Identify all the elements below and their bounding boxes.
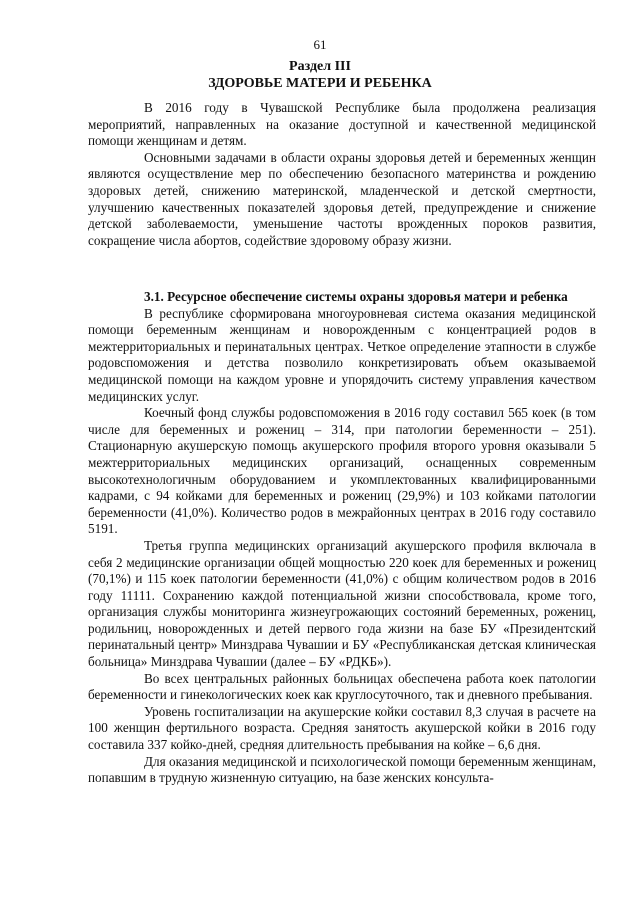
intro-paragraph: Основными задачами в области охраны здоровья детей и беременных женщин являются осуществление мер по обеспечению безопасного материнства и рождению здоровых детей, снижению материнской, младенческой и детской смертности, улучшению качественных показателей здоровья детей, предупреждение и снижение детской заболеваемости, уменьшение частоты врожденных пороков развития, сокращение числа абортов, содействие здоровому образу жизни. bbox=[88, 149, 596, 248]
intro-block bbox=[88, 100, 596, 249]
section-heading bbox=[0, 58, 640, 92]
subsection-block bbox=[88, 289, 596, 787]
subsection-paragraph: В республике сформирована многоуровневая система оказания медицинской помощи беременным женщинам и новорожденным с концентрацией родов в межтерриториальных и перинатальных центрах. Четкое определение этапности в службе родовспоможения и детства позволило конкретизировать объем оказываемой медицинской помощи на каждом уровне и упорядочить систему управления качеством медицинских услуг. bbox=[88, 305, 596, 404]
intro-paragraph: В 2016 году в Чувашской Республике была продолжена реализация мероприятий, направленных на оказание доступной и качественной медицинской помощи женщинам и детям. bbox=[88, 100, 596, 149]
subsection-paragraph: Уровень госпитализации на акушерские койки составил 8,3 случая в расчете на 100 женщин фертильного возраста. Средняя занятость акушерской койки в 2016 году составила 337 койко-дней, средняя длительность пребывания на койке – 6,6 дня. bbox=[88, 703, 596, 753]
subsection-paragraph: Для оказания медицинской и психологической помощи беременным женщинам, попавшим в трудную жизненную ситуацию, на базе женских консульта- bbox=[88, 753, 596, 786]
subsection-title: 3.1. Ресурсное обеспечение системы охраны здоровья матери и ребенка bbox=[144, 289, 568, 304]
page-number: 61 bbox=[313, 37, 327, 52]
subsection-paragraph: Во всех центральных районных больницах обеспечена работа коек патологии беременности и гинекологических коек как круглосуточного, так и дневного пребывания. bbox=[88, 670, 596, 703]
subsection-paragraph: Коечный фонд службы родовспоможения в 2016 году составил 565 коек (в том числе для беременных и рожениц – 314, при патологии беременности – 251). Стационарную акушерскую помощь акушерского профиля второго уровня оказывали 5 межтерриториальных медицинских организаций, оснащенных современным высокотехнологичным оборудованием и укомплектованных квалифицированными кадрами, с 94 койками для беременных и рожениц (29,9%) и 103 койками патологии беременности (41,0%). Количество родов в межрайонных центрах в 2016 году составило 5191. bbox=[88, 405, 596, 537]
section-label: Раздел III bbox=[289, 59, 351, 74]
subsection-paragraph: Третья группа медицинских организаций акушерского профиля включала в себя 2 медицинские организации общей мощностью 220 коек для беременных и рожениц (70,1%) и 115 коек патологии беременности (41,0%) с общим количеством родов в 2016 году 11111. Сохранению каждой потенциальной жизни способствовала, кроме того, организация службы мониторинга жизнеугрожающих состояний беременных, рожениц, родильниц, новорожденных и детей первого года жизни на базе БУ «Президентский перинатальный центр» Минздрава Чувашии и БУ «Республиканская детская клиническая больница» Минздрава Чувашии (далее – БУ «РДКБ»). bbox=[88, 537, 596, 670]
section-title: ЗДОРОВЬЕ МАТЕРИ И РЕБЕНКА bbox=[208, 76, 432, 91]
